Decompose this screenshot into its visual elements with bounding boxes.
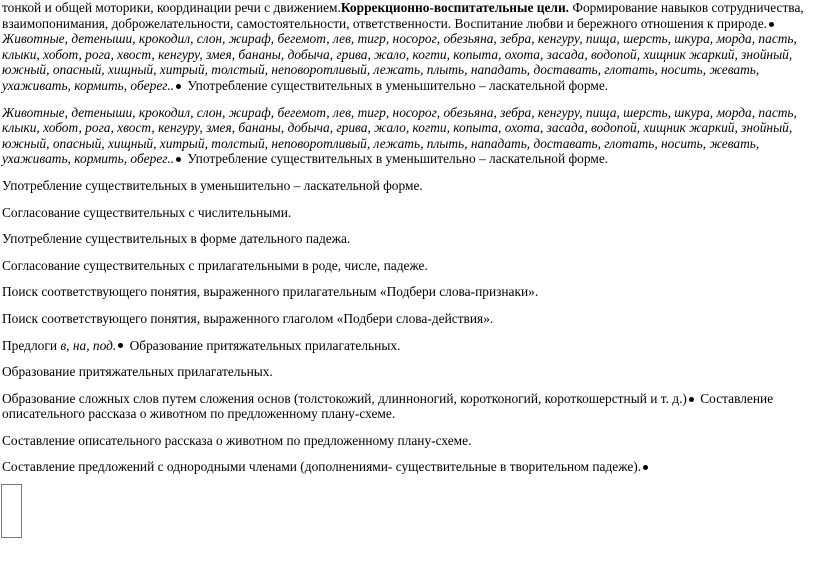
bullet-icon [689,397,694,402]
bullet-icon [118,343,123,348]
paragraph-diminutive: Употребление существительных в уменьшительно – ласкательной форме. [2,177,423,193]
vocabulary-list: Животные, детеныши, крокодил, слон, жираф, бегемот, лев, тигр, носорог, обезьяна, зебра, кенгуру, пища, шерсть, шкура, морда, пасть, клыки, хобот, рога, хвост, кенгуру, змея, бананы, добыча, грива, жало, когти, копыта, охота, засада, водопой, хищник жаркий, знойный, южный, опасный, хищный, хитрый, толстый, неповоротливый, лежать, плыть, нападать, доставать, глотать, носить, жевать, ухаживать, кормить, оберег.. [2,31,797,93]
bullet-icon [176,157,181,162]
bullet-icon [176,84,181,89]
empty-table-cell [1,484,22,538]
paragraph-goals [2,0,810,94]
compound-lead: Образование сложных слов путем сложения основ (толстокожий, длинноногий, коротконогий, короткошерстный и т. д.) [2,390,687,406]
prepositions-lead: Предлоги [2,337,61,353]
prepositions-tail: Образование притяжательных прилагательных. [126,337,401,353]
goals-lead: тонкой и общей моторики, координации речи с движением. [2,0,341,15]
paragraph-adjectives-agreement: Согласование существительных с прилагательными в роде, числе, падеже. [2,257,428,273]
paragraph-description: Составление описательного рассказа о животном по предложенному плану-схеме. [2,432,472,448]
compound-tail: Составление описательного рассказа о животном по предложенному плану-схеме. [2,390,774,422]
paragraph-possessive: Образование притяжательных прилагательных. [2,364,273,380]
paragraph-numerals: Согласование существительных с числительными. [2,204,292,220]
paragraph-homogeneous [2,459,810,475]
goals-rest: Формирование навыков сотрудничества, взаимопонимания, доброжелательности, самостоятельности, ответственности. Воспитание любви и бережного отношения к природе. [2,0,804,31]
vocabulary-list-repeat: Животные, детеныши, крокодил, слон, жираф, бегемот, лев, тигр, носорог, обезьяна, зебра, кенгуру, пища, шерсть, шкура, морда, пасть, клыки, хобот, рога, хвост, кенгуру, змея, бананы, добыча, грива, жало, когти, копыта, охота, засада, водопой, хищник жаркий, знойный, южный, опасный, хищный, хитрый, толстый, неповоротливый, лежать, плыть, нападать, доставать, глотать, носить, жевать, ухаживать, кормить, оберег.. [2,104,797,167]
bullet-icon [769,22,774,27]
paragraph-attributes-search: Поиск соответствующего понятия, выраженного прилагательным «Подбери слова-признаки». [2,284,539,300]
paragraph-compound-words [2,391,810,422]
paragraph-actions-search: Поиск соответствующего понятия, выраженного глаголом «Подбери слова-действия». [2,310,494,326]
bullet-icon [643,465,648,470]
paragraph-vocabulary [2,105,810,167]
paragraph-dative: Употребление существительных в форме дательного падежа. [2,231,351,247]
homogeneous-text: Составление предложений с однородными членами (дополнениями- существительные в творительном падеже). [2,459,642,475]
paragraph-prepositions [2,338,810,354]
goals-tail: Употребление существительных в уменьшительно – ласкательной форме. [184,77,609,93]
vocabulary-tail: Употребление существительных в уменьшительно – ласкательной форме. [184,151,609,167]
goals-bold-heading: Коррекционно-воспитательные цели. [340,0,570,15]
prepositions-italic: в, на, под. [60,337,117,353]
